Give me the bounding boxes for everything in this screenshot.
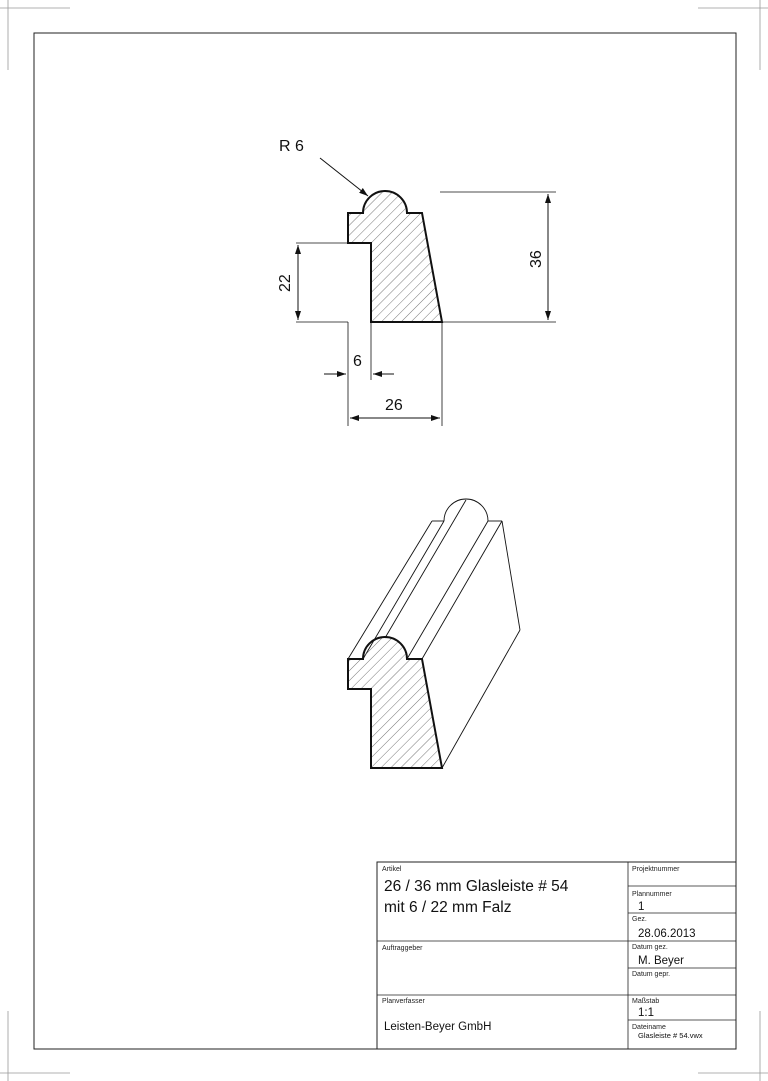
dim-label-26: 26 xyxy=(385,397,403,414)
radius-leader xyxy=(320,158,368,196)
gez-value: 28.06.2013 xyxy=(638,928,696,940)
plannummer-label: Plannummer xyxy=(632,891,672,898)
dateiname-label: Dateiname xyxy=(632,1024,666,1031)
radius-label: R 6 xyxy=(279,138,304,155)
cross-section-view xyxy=(277,138,556,426)
title-block xyxy=(377,862,736,1049)
gez-label: Gez. xyxy=(632,916,647,923)
planverfasser-value: Leisten-Beyer GmbH xyxy=(384,1021,492,1033)
dim-label-22: 22 xyxy=(277,274,294,292)
projektnummer-label: Projektnummer xyxy=(632,866,680,873)
datum-gepr-label: Datum gepr. xyxy=(632,971,671,978)
artikel-label: Artikel xyxy=(382,866,402,873)
isometric-front-face xyxy=(348,637,442,768)
datum-gez-label: Datum gez. xyxy=(632,944,668,951)
artikel-line-1: 26 / 36 mm Glasleiste # 54 xyxy=(384,878,569,895)
artikel-line-2: mit 6 / 22 mm Falz xyxy=(384,899,512,916)
massstab-label: Maßstab xyxy=(632,998,660,1005)
auftraggeber-label: Auftraggeber xyxy=(382,945,423,952)
massstab-value: 1:1 xyxy=(638,1007,654,1019)
planverfasser-label: Planverfasser xyxy=(382,998,425,1005)
isometric-view xyxy=(348,499,520,768)
dim-label-36: 36 xyxy=(528,250,545,268)
dateiname-value: Glasleiste # 54.vwx xyxy=(638,1031,703,1040)
dim-label-6: 6 xyxy=(353,353,362,370)
profile-section xyxy=(348,242,370,322)
plannummer-value: 1 xyxy=(638,901,645,913)
profile-outline xyxy=(348,191,442,322)
datum-gez-value: M. Beyer xyxy=(638,955,685,967)
